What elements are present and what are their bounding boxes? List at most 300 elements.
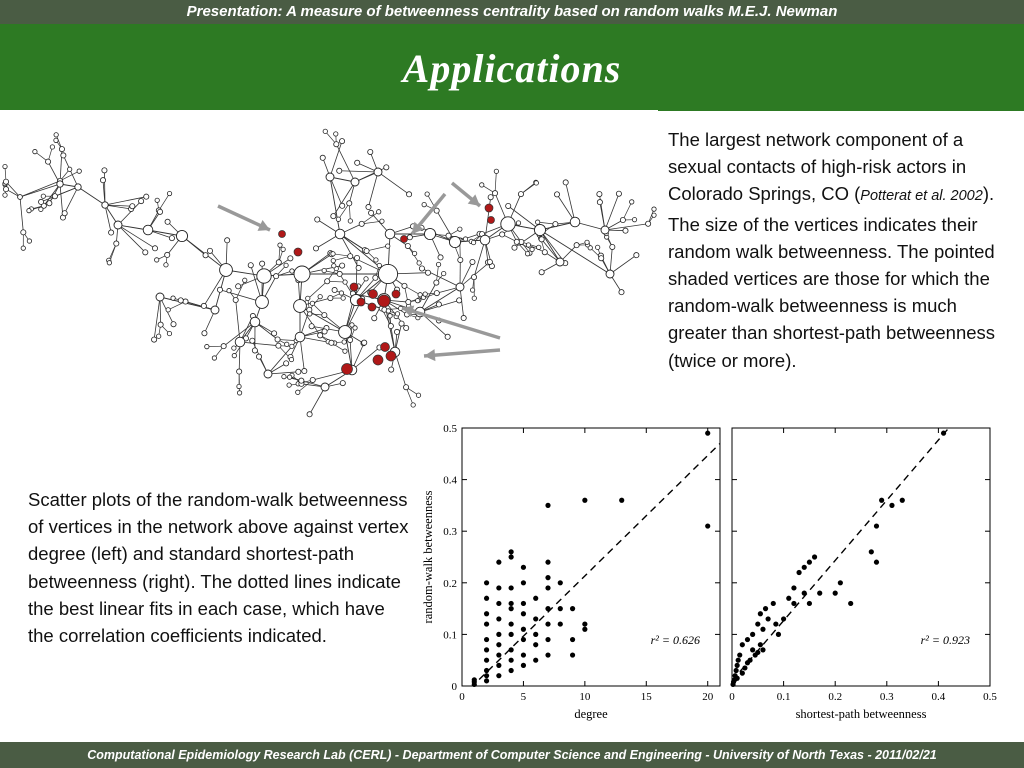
- network-vertex: [366, 204, 371, 209]
- network-vertex: [417, 261, 421, 265]
- pointer-arrow-head: [424, 349, 435, 361]
- network-edge: [566, 182, 575, 222]
- x-tick-label: 15: [640, 691, 652, 703]
- scatter-point: [509, 632, 514, 637]
- scatter-point: [509, 668, 514, 673]
- network-vertex: [585, 240, 589, 244]
- y-tick-label: 0: [451, 681, 457, 693]
- scatter-point: [879, 498, 884, 503]
- scatter-description: Scatter plots of the random-walk betweenness of vertices in the network above against vertex degree (left) and standard shortest-path betweenness (right). The dotted lines indicate the best linear fits in each case, which have the correlation coefficients indicated.: [28, 489, 409, 647]
- network-vertex: [276, 343, 281, 348]
- scatter-point: [558, 580, 563, 585]
- network-vertex: [368, 149, 373, 154]
- network-vertex: [386, 244, 390, 248]
- network-vertex: [114, 221, 122, 229]
- network-vertex: [340, 203, 345, 208]
- network-vertex: [158, 322, 163, 327]
- network-vertex: [211, 306, 219, 314]
- scatter-point: [509, 554, 514, 559]
- network-vertex: [597, 191, 602, 196]
- scatter-point: [802, 565, 807, 570]
- network-vertex: [350, 323, 354, 327]
- y-tick-label: 0.4: [443, 474, 457, 487]
- scatter-point: [484, 596, 489, 601]
- scatter-point: [773, 621, 778, 626]
- network-vertex: [281, 247, 285, 251]
- scatter-point: [484, 658, 489, 663]
- network-vertex: [377, 210, 381, 214]
- network-vertex: [54, 133, 58, 137]
- network-vertex: [274, 274, 279, 279]
- network-vertex: [526, 243, 530, 247]
- network-edge: [420, 287, 460, 312]
- network-vertex: [458, 227, 462, 231]
- network-edge: [378, 172, 409, 194]
- network-vertex: [348, 337, 353, 342]
- scatter-point: [496, 616, 501, 621]
- highlighted-vertex: [369, 290, 378, 299]
- network-vertex: [77, 169, 81, 173]
- pointer-arrow: [218, 206, 270, 231]
- scatter-point: [472, 677, 477, 682]
- network-vertex: [290, 344, 294, 348]
- scatter-point: [763, 606, 768, 611]
- scatter-point: [484, 637, 489, 642]
- network-vertex: [3, 164, 7, 168]
- network-vertex: [362, 340, 367, 345]
- scatter-point: [484, 611, 489, 616]
- network-vertex: [21, 246, 25, 250]
- network-vertex: [307, 412, 312, 417]
- x-tick-label: 0.4: [931, 691, 946, 703]
- network-vertex: [233, 297, 238, 302]
- highlighted-vertex: [342, 364, 353, 375]
- network-vertex: [348, 219, 352, 223]
- network-vertex: [570, 217, 580, 227]
- scatter-point: [742, 665, 747, 670]
- pointer-arrow: [412, 194, 445, 234]
- network-vertex: [331, 214, 336, 219]
- network-vertex: [156, 293, 164, 301]
- network-vertex: [167, 331, 171, 335]
- network-vertex: [45, 159, 50, 164]
- network-vertex: [425, 192, 429, 196]
- network-vertex: [250, 317, 260, 327]
- scatter-point: [758, 611, 763, 616]
- network-vertex: [235, 337, 245, 347]
- network-vertex: [61, 153, 66, 158]
- x-tick-label: 0.3: [879, 691, 894, 703]
- network-vertex: [287, 375, 291, 379]
- presentation-header-bar: [0, 0, 1024, 24]
- network-vertex: [39, 207, 43, 211]
- network-vertex: [260, 261, 265, 266]
- network-vertex: [18, 195, 23, 200]
- network-vertex: [171, 322, 176, 327]
- scatter-point: [900, 498, 905, 503]
- network-vertex: [221, 344, 226, 349]
- network-vertex: [171, 296, 175, 300]
- scatter-point: [736, 658, 741, 663]
- y-tick-label: 0.3: [443, 526, 457, 539]
- scatter-point: [776, 632, 781, 637]
- network-vertex: [632, 217, 636, 221]
- presentation-title-text: Presentation: A measure of betweenness centrality based on random walks M.E.J. Newman: [186, 3, 838, 20]
- scatter-point: [771, 601, 776, 606]
- network-vertex: [616, 191, 621, 196]
- network-vertex: [512, 245, 517, 250]
- network-vertex: [166, 308, 170, 312]
- network-vertex: [337, 168, 342, 173]
- network-edge: [65, 187, 78, 213]
- network-description-text-2: ). The size of the vertices indicates their random walk betweenness. The pointed shaded vertices are those for which the random-walk betweenness is much greater than shortest-path betweenness (twice or more).: [668, 183, 996, 371]
- scatter-point: [545, 652, 550, 657]
- network-vertex: [623, 228, 628, 233]
- network-vertex: [341, 296, 345, 300]
- network-edge: [605, 194, 619, 230]
- network-vertex: [227, 288, 231, 292]
- highlighted-vertex: [381, 343, 390, 352]
- network-vertex: [139, 198, 144, 203]
- scatter-point: [833, 591, 838, 596]
- network-vertex: [331, 258, 335, 262]
- scatter-point: [807, 560, 812, 565]
- network-vertex: [415, 298, 419, 302]
- network-vertex: [318, 294, 322, 298]
- network-edge: [78, 187, 105, 205]
- network-vertex: [494, 169, 498, 173]
- network-vertex: [492, 191, 497, 196]
- scatter-point: [750, 632, 755, 637]
- scatter-point: [740, 671, 745, 676]
- network-vertex: [157, 209, 162, 214]
- network-vertex: [501, 217, 515, 231]
- network-vertex: [225, 238, 230, 243]
- network-vertex: [257, 269, 271, 283]
- network-vertex: [217, 287, 222, 292]
- network-vertex: [500, 232, 505, 237]
- network-vertex: [325, 279, 330, 284]
- network-vertex: [599, 256, 604, 261]
- scatter-point: [838, 580, 843, 585]
- network-vertex: [275, 337, 280, 342]
- network-vertex: [272, 331, 277, 336]
- network-vertex: [480, 183, 484, 187]
- highlighted-vertex: [357, 298, 365, 306]
- highlighted-vertex: [279, 231, 286, 238]
- network-vertex: [487, 259, 492, 264]
- y-tick-label: 0.2: [443, 577, 457, 590]
- network-vertex: [343, 349, 347, 353]
- fit-line: [462, 443, 720, 696]
- pointer-arrow: [452, 183, 480, 206]
- scatter-point: [484, 621, 489, 626]
- network-vertex: [332, 264, 336, 268]
- scatter-point: [705, 431, 710, 436]
- network-vertex: [202, 331, 207, 336]
- network-vertex: [530, 247, 534, 251]
- scatter-point: [521, 652, 526, 657]
- highlighted-vertex: [368, 303, 376, 311]
- network-vertex: [388, 323, 393, 328]
- network-vertex: [364, 277, 368, 281]
- network-vertex: [340, 381, 345, 386]
- r-squared-label: r² = 0.923: [920, 633, 970, 647]
- scatter-panel-2: [729, 428, 997, 721]
- scatter-point: [734, 668, 739, 673]
- title-band-extension: [658, 108, 1024, 111]
- scatter-point: [509, 621, 514, 626]
- network-vertex: [534, 181, 538, 185]
- scatter-point: [786, 596, 791, 601]
- network-vertex: [114, 241, 119, 246]
- network-vertex: [339, 139, 344, 144]
- highlighted-vertex: [392, 290, 400, 298]
- scatter-point: [869, 549, 874, 554]
- y-tick-label: 0.5: [443, 423, 457, 435]
- scatter-point: [755, 621, 760, 626]
- pointer-arrow: [424, 349, 500, 361]
- pointer-arrow-shaft: [424, 350, 500, 356]
- x-tick-label: 0.1: [776, 691, 791, 703]
- x-tick-label: 0.2: [828, 691, 843, 703]
- network-vertex: [359, 221, 364, 226]
- network-vertex: [343, 280, 347, 284]
- scatter-point: [766, 616, 771, 621]
- network-vertex: [646, 221, 651, 226]
- network-vertex: [334, 132, 338, 136]
- scatter-point: [545, 560, 550, 565]
- network-vertex: [152, 337, 157, 342]
- network-vertex: [516, 221, 520, 225]
- network-vertex: [606, 270, 614, 278]
- network-edge: [118, 201, 141, 225]
- scatter-point: [796, 570, 801, 575]
- network-vertex: [107, 261, 111, 265]
- scatter-point: [509, 647, 514, 652]
- scatter-point: [737, 652, 742, 657]
- network-vertex: [183, 299, 188, 304]
- network-vertex: [336, 217, 340, 221]
- scatter-point: [874, 560, 879, 565]
- network-vertex: [102, 168, 107, 173]
- network-vertex: [514, 239, 519, 244]
- network-vertex: [518, 191, 523, 196]
- network-vertex: [384, 165, 389, 170]
- network-vertex: [351, 178, 359, 186]
- network-vertex: [310, 377, 315, 382]
- network-vertex: [3, 179, 8, 184]
- network-vertex: [411, 403, 415, 407]
- network-vertex: [405, 243, 410, 248]
- network-vertex: [406, 299, 411, 304]
- network-vertex: [471, 240, 475, 244]
- network-vertex: [278, 243, 282, 247]
- plot-frame: [462, 428, 720, 686]
- scatter-point: [509, 606, 514, 611]
- highlighted-vertex: [386, 351, 396, 361]
- scatter-point: [570, 637, 575, 642]
- network-vertex: [289, 357, 293, 361]
- network-vertex: [256, 354, 261, 359]
- network-vertex: [3, 193, 7, 197]
- highlighted-vertex: [350, 283, 358, 291]
- x-tick-label: 10: [579, 691, 591, 703]
- scatter-point: [533, 642, 538, 647]
- network-vertex: [554, 192, 559, 197]
- network-vertex: [597, 200, 602, 205]
- network-vertex: [299, 378, 304, 383]
- scatter-point: [747, 658, 752, 663]
- network-vertex: [320, 155, 325, 160]
- network-vertex: [256, 296, 269, 309]
- network-vertex: [309, 324, 314, 329]
- network-vertex: [57, 181, 63, 187]
- scatter-point: [484, 647, 489, 652]
- network-vertex: [488, 195, 493, 200]
- network-vertex: [355, 160, 360, 165]
- scatter-point: [545, 503, 550, 508]
- scatter-point: [496, 601, 501, 606]
- network-vertex: [313, 246, 318, 251]
- network-vertex: [457, 298, 462, 303]
- scatter-point: [496, 673, 501, 678]
- scatter-point: [750, 647, 755, 652]
- scatter-point: [582, 498, 587, 503]
- network-vertex: [33, 149, 37, 153]
- network-citation: Potterat et al. 2002: [860, 188, 983, 205]
- network-vertex: [232, 346, 236, 350]
- network-vertex: [423, 292, 427, 296]
- network-vertex: [373, 275, 378, 280]
- network-vertex: [394, 329, 399, 334]
- scatter-point: [521, 565, 526, 570]
- network-vertex: [419, 266, 424, 271]
- scatter-point: [484, 580, 489, 585]
- network-vertex: [264, 370, 272, 378]
- network-vertex: [155, 198, 159, 202]
- x-axis-label: degree: [574, 707, 608, 721]
- network-vertex: [368, 210, 373, 215]
- network-edge: [336, 144, 355, 182]
- network-edge: [610, 255, 636, 274]
- network-vertex: [471, 275, 476, 280]
- scatter-panel-1: [421, 423, 720, 721]
- network-vertex: [287, 383, 291, 387]
- scatter-point: [758, 642, 763, 647]
- scatter-point: [545, 637, 550, 642]
- scatter-point: [874, 523, 879, 528]
- y-tick-label: 0.1: [443, 629, 457, 642]
- network-vertex: [276, 260, 281, 265]
- scatter-point: [533, 632, 538, 637]
- network-edge: [474, 240, 485, 277]
- x-tick-label: 20: [702, 691, 714, 703]
- network-vertex: [295, 332, 305, 342]
- network-vertex: [634, 253, 639, 258]
- network-vertex: [652, 213, 656, 217]
- network-vertex: [237, 384, 241, 388]
- network-vertex: [472, 296, 476, 300]
- network-vertex: [438, 255, 443, 260]
- scatter-point: [889, 503, 894, 508]
- scatter-point: [533, 616, 538, 621]
- network-edge: [240, 342, 278, 346]
- network-vertex: [337, 271, 342, 276]
- network-vertex: [425, 270, 430, 275]
- network-vertex: [165, 219, 170, 224]
- network-vertex: [288, 256, 293, 261]
- network-vertex: [412, 251, 416, 255]
- network-vertex: [342, 340, 346, 344]
- network-vertex: [243, 278, 247, 282]
- network-vertex: [620, 217, 625, 222]
- scatter-point: [802, 591, 807, 596]
- network-vertex: [456, 283, 464, 291]
- network-vertex: [318, 333, 323, 338]
- network-vertex: [386, 309, 390, 313]
- scatter-point: [545, 585, 550, 590]
- network-vertex: [165, 252, 170, 257]
- network-vertex: [446, 233, 451, 238]
- network-vertex: [470, 288, 474, 292]
- scatter-point: [533, 596, 538, 601]
- network-vertex: [62, 211, 67, 216]
- scatter-point: [745, 637, 750, 642]
- network-vertex: [424, 228, 435, 239]
- scatter-point: [570, 652, 575, 657]
- network-vertex: [130, 204, 135, 209]
- network-vertex: [237, 369, 242, 374]
- scatter-point: [735, 676, 740, 681]
- network-vertex: [434, 280, 439, 285]
- scatter-point: [545, 606, 550, 611]
- network-vertex: [331, 252, 335, 256]
- network-vertex: [354, 255, 359, 260]
- scatter-point: [521, 611, 526, 616]
- network-vertex: [339, 291, 343, 295]
- scatter-point: [496, 632, 501, 637]
- network-vertex: [537, 245, 541, 249]
- network-graph-figure: [0, 112, 660, 442]
- network-vertex: [178, 298, 183, 303]
- scatter-point: [545, 575, 550, 580]
- network-vertex: [59, 146, 64, 151]
- network-edge: [20, 197, 23, 232]
- network-vertex: [348, 254, 353, 259]
- scatter-point: [558, 606, 563, 611]
- scatter-point: [509, 549, 514, 554]
- scatter-point: [509, 585, 514, 590]
- scatter-point: [521, 601, 526, 606]
- network-edge: [330, 177, 340, 234]
- network-edge: [330, 177, 342, 206]
- network-vertex: [326, 173, 334, 181]
- network-vertex: [156, 334, 160, 338]
- network-vertex: [416, 393, 420, 397]
- network-vertex: [395, 312, 399, 316]
- scatter-point: [496, 663, 501, 668]
- network-vertex: [372, 316, 377, 321]
- network-vertex: [525, 252, 529, 256]
- network-vertex: [3, 187, 8, 192]
- network-vertex: [422, 202, 426, 206]
- network-vertex: [380, 219, 384, 223]
- network-vertex: [335, 229, 345, 239]
- scatter-point: [509, 658, 514, 663]
- network-vertex: [201, 303, 206, 308]
- network-vertex: [284, 263, 288, 267]
